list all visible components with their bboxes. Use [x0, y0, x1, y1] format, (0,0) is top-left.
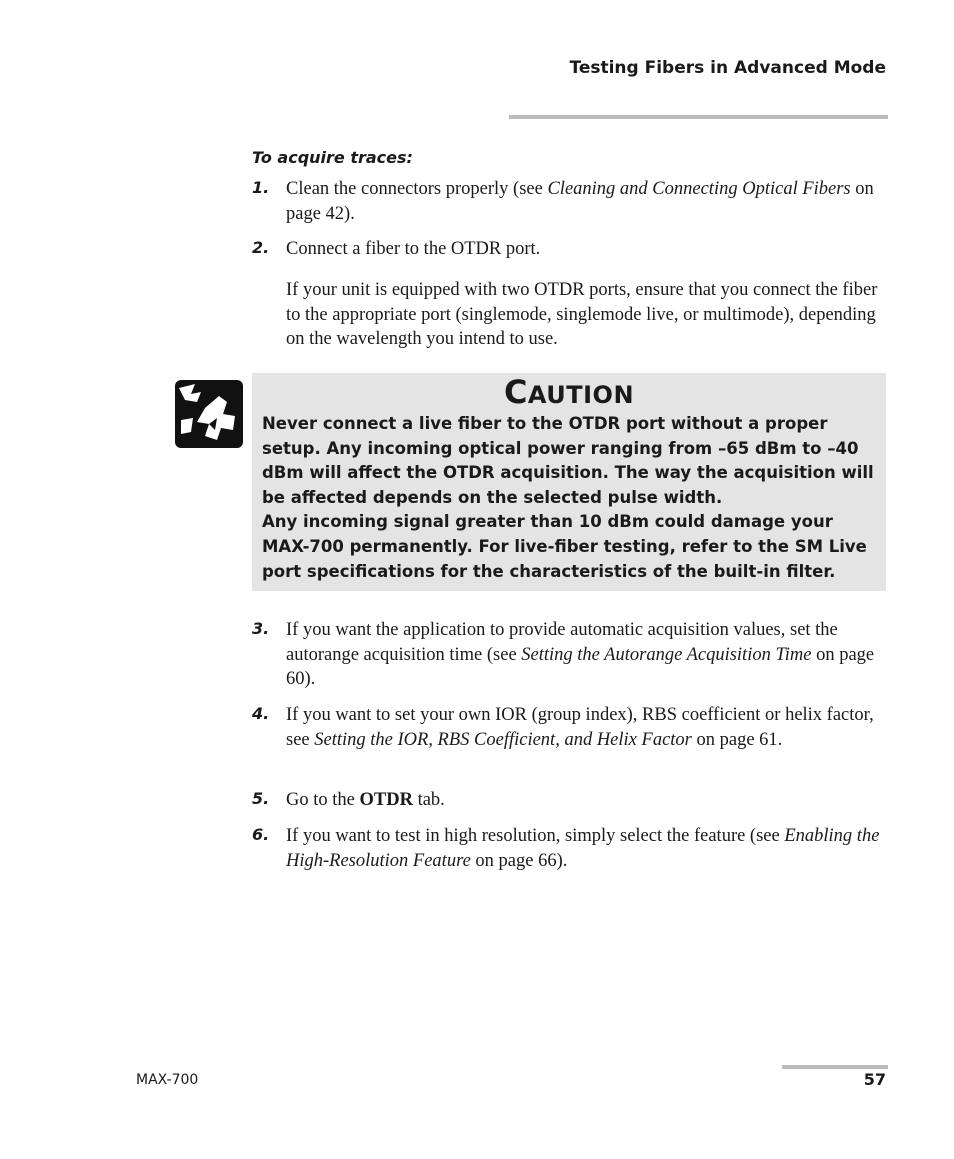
page-header-title: Testing Fibers in Advanced Mode: [569, 58, 886, 78]
caution-paragraph: Any incoming signal greater than 10 dBm could damage your MAX-700 permanently. For live-fiber testing, refer to the SM Live port specifications for the characteristics of the built-in filter.: [262, 512, 867, 581]
step-number: 1.: [252, 178, 270, 197]
caution-title: CAUTION: [503, 373, 635, 411]
step-6: [252, 824, 888, 873]
step-2-note: If your unit is equipped with two OTDR ports, ensure that you connect the fiber to the appropriate port (singlemode, singlemode live, or multimode), depending on the wavelength you intend to use.: [286, 280, 878, 349]
caution-paragraph: Never connect a live fiber to the OTDR port without a proper setup. Any incoming optical power ranging from –65 dBm to –40 dBm will affect the OTDR acquisition. The way the acquisition will be affected depends on the selected pulse width.: [262, 414, 874, 507]
step-number: 2.: [252, 238, 270, 257]
step-3: [252, 618, 888, 692]
step-number: 4.: [252, 704, 270, 723]
step-5: [252, 788, 888, 813]
tab-name: OTDR: [359, 790, 413, 810]
step-1: [252, 177, 888, 226]
caution-hand-icon: [175, 380, 243, 448]
step-number: 3.: [252, 619, 270, 638]
step-text: Connect a fiber to the OTDR port.: [286, 239, 541, 259]
caution-body: [262, 412, 878, 584]
cross-reference: Setting the Autorange Acquisition Time: [521, 644, 812, 665]
cross-reference: Setting the IOR, RBS Coefficient, and Helix Factor: [314, 729, 692, 750]
procedure-title: To acquire traces:: [252, 148, 413, 167]
footer-rule: [782, 1065, 888, 1069]
cross-reference: Cleaning and Connecting Optical Fibers: [547, 179, 851, 199]
step-text: If you want to test in high resolution, simply select the feature (see Enabling the High-Resolution Feature on page 66).: [286, 826, 880, 871]
footer-product: MAX-700: [136, 1072, 199, 1088]
cross-reference: Enabling the High-Resolution Feature: [286, 826, 880, 871]
step-number: 6.: [252, 825, 270, 844]
caution-box: [252, 373, 886, 591]
step-text: If you want to set your own IOR (group index), RBS coefficient or helix factor, see Setting the IOR, RBS Coefficient, and Helix Factor on page 61.: [286, 705, 874, 750]
step-4: [252, 703, 888, 752]
step-2: [252, 237, 888, 262]
header-rule: [509, 115, 888, 119]
page-number: 57: [863, 1070, 886, 1089]
step-text: Clean the connectors properly (see Cleaning and Connecting Optical Fibers on page 42).: [286, 179, 874, 224]
step-text: If you want the application to provide automatic acquisition values, set the autorange acquisition time (see Setting the Autorange Acquisition Time on page 60).: [286, 620, 875, 689]
step-number: 5.: [252, 789, 270, 808]
step-text: Go to the OTDR tab.: [286, 790, 445, 810]
